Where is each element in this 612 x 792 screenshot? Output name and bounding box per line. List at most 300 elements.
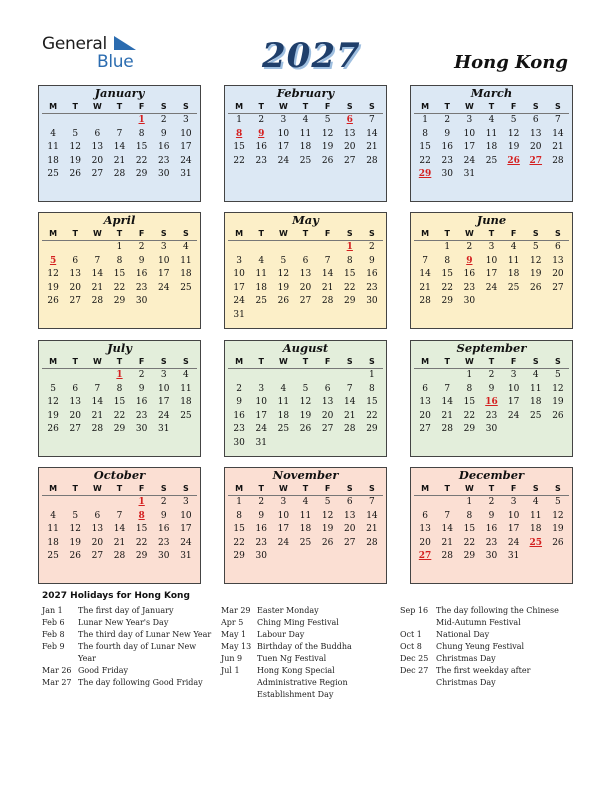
empty-day-cell (86, 369, 108, 383)
day-cell: 13 (299, 269, 312, 280)
day-cell: 3 (280, 115, 287, 125)
day-cell: 13 (419, 397, 431, 408)
holiday-day-cell: 6 (346, 115, 353, 125)
day-cell: 25 (299, 155, 312, 166)
day-cell: 26 (69, 551, 81, 562)
day-cell: 22 (233, 155, 245, 166)
day-cell: 19 (69, 537, 81, 548)
empty-day-cell (86, 496, 108, 510)
brand-name-general: General (42, 34, 107, 54)
day-cell: 13 (344, 128, 356, 139)
day-cell: 11 (47, 524, 59, 535)
day-cell: 31 (463, 169, 476, 180)
holiday-entry (42, 665, 212, 677)
day-cell: 27 (69, 296, 81, 307)
day-cell: 14 (366, 510, 378, 521)
day-cell: 17 (233, 282, 245, 293)
weekday-header: F (503, 100, 525, 114)
day-cell: 2 (138, 370, 145, 380)
day-cell: 26 (47, 424, 59, 435)
day-cell: 5 (302, 383, 309, 394)
holiday-day-cell: 29 (418, 169, 432, 180)
day-cell: 12 (277, 269, 290, 280)
day-cell: 31 (255, 437, 267, 448)
empty-day-cell (414, 496, 436, 510)
day-cell: 18 (47, 537, 59, 548)
day-cell: 13 (69, 397, 81, 408)
day-cell: 3 (183, 115, 189, 125)
day-cell: 6 (555, 242, 561, 252)
month-grid (225, 482, 386, 564)
day-cell: 21 (366, 142, 378, 153)
holiday-date: Jun 9 (221, 654, 243, 663)
weekday-header: F (317, 355, 339, 369)
day-cell: 24 (277, 537, 290, 548)
weekday-header: T (480, 355, 502, 369)
day-cell: 7 (324, 255, 331, 266)
day-cell: 11 (507, 255, 520, 266)
holiday-name: Christmas Day (436, 654, 496, 663)
holiday-name: The day following Good Friday (78, 678, 203, 687)
weekday-header: T (436, 482, 458, 496)
empty-day-cell (64, 241, 86, 255)
holiday-day-cell: 16 (485, 397, 498, 408)
day-cell: 31 (158, 424, 170, 435)
day-cell: 14 (441, 524, 453, 535)
day-cell: 7 (346, 383, 353, 394)
day-cell: 17 (507, 524, 520, 535)
day-cell: 21 (344, 410, 356, 421)
holiday-entry (221, 641, 391, 653)
day-cell: 3 (236, 255, 242, 266)
day-cell: 14 (321, 269, 334, 280)
day-cell: 22 (366, 410, 378, 421)
weekday-header: W (86, 355, 108, 369)
month-title: July (107, 341, 132, 355)
day-cell: 18 (299, 524, 312, 535)
day-cell: 22 (135, 537, 148, 548)
holiday-date: Mar 29 (221, 606, 251, 615)
day-cell: 15 (135, 524, 148, 535)
holiday-date: Dec 25 (400, 654, 429, 663)
month-grid (39, 227, 200, 309)
weekday-header: T (108, 227, 130, 241)
holiday-date: Mar 26 (42, 666, 72, 675)
day-cell: 21 (441, 537, 453, 548)
month-june (410, 212, 573, 329)
weekday-header: W (86, 100, 108, 114)
day-cell: 24 (485, 282, 498, 293)
holiday-date: Oct 8 (400, 642, 422, 651)
weekday-header: M (228, 100, 250, 114)
day-cell: 29 (463, 424, 476, 435)
day-cell: 12 (299, 397, 312, 408)
holiday-day-cell: 1 (138, 115, 145, 125)
day-cell: 13 (552, 255, 564, 266)
empty-day-cell (86, 114, 108, 128)
month-grid (411, 100, 572, 182)
holiday-entry (400, 629, 570, 641)
day-cell: 19 (299, 410, 312, 421)
day-cell: 17 (277, 524, 290, 535)
month-december (410, 467, 573, 584)
day-cell: 21 (113, 155, 126, 166)
weekday-header: T (480, 100, 502, 114)
day-cell: 25 (47, 551, 59, 562)
day-cell: 4 (183, 242, 189, 252)
day-cell: 4 (510, 242, 517, 252)
empty-day-cell (250, 241, 272, 255)
weekday-header: S (339, 355, 361, 369)
weekday-header: T (64, 100, 86, 114)
day-cell: 2 (138, 242, 145, 252)
holiday-date: Oct 1 (400, 630, 422, 639)
day-cell: 20 (321, 410, 334, 421)
day-cell: 4 (50, 128, 56, 139)
day-cell: 14 (91, 397, 104, 408)
day-cell: 2 (369, 242, 375, 252)
month-february (224, 85, 387, 202)
holiday-date: May 13 (221, 642, 252, 651)
day-cell: 23 (255, 155, 267, 166)
weekday-header: T (250, 355, 272, 369)
day-cell: 2 (160, 115, 167, 125)
day-cell: 4 (258, 255, 265, 266)
day-cell: 15 (463, 524, 476, 535)
holiday-entry (42, 629, 212, 641)
day-cell: 8 (369, 383, 375, 394)
day-cell: 5 (72, 510, 79, 521)
month-april (38, 212, 201, 329)
day-cell: 20 (91, 155, 104, 166)
day-cell: 9 (160, 510, 167, 521)
weekday-header: S (153, 482, 175, 496)
day-cell: 22 (419, 155, 431, 166)
day-cell: 11 (299, 128, 312, 139)
day-cell: 20 (530, 142, 542, 153)
empty-day-cell (317, 241, 339, 255)
day-cell: 29 (441, 296, 453, 307)
day-cell: 23 (366, 282, 378, 293)
day-cell: 29 (113, 424, 126, 435)
day-cell: 2 (258, 497, 265, 507)
month-july (38, 340, 201, 457)
day-cell: 1 (466, 370, 473, 380)
day-cell: 2 (258, 115, 265, 125)
weekday-header: S (339, 100, 361, 114)
day-cell: 11 (485, 128, 498, 139)
holiday-day-cell: 1 (138, 497, 145, 507)
day-cell: 14 (91, 269, 104, 280)
day-cell: 24 (507, 537, 520, 548)
day-cell: 5 (72, 128, 79, 139)
day-cell: 9 (369, 255, 375, 266)
day-cell: 20 (299, 282, 312, 293)
day-cell: 19 (507, 142, 520, 153)
weekday-header: T (250, 227, 272, 241)
day-cell: 14 (441, 397, 453, 408)
day-cell: 24 (255, 424, 267, 435)
day-cell: 20 (419, 410, 431, 421)
weekday-header: S (361, 100, 383, 114)
day-cell: 11 (277, 397, 290, 408)
day-cell: 6 (324, 383, 331, 394)
weekday-header: T (480, 482, 502, 496)
day-cell: 23 (158, 155, 170, 166)
holidays-column-1 (42, 605, 212, 689)
holiday-day-cell: 8 (138, 510, 145, 521)
empty-day-cell (414, 369, 436, 383)
day-cell: 16 (255, 524, 267, 535)
weekday-header: W (272, 355, 294, 369)
day-cell: 7 (555, 115, 561, 125)
holiday-day-cell: 1 (116, 370, 123, 380)
weekday-header: S (175, 227, 197, 241)
day-cell: 11 (530, 383, 542, 394)
weekday-header: T (250, 100, 272, 114)
weekday-header: M (414, 355, 436, 369)
day-cell: 24 (180, 155, 192, 166)
day-cell: 25 (47, 169, 59, 180)
day-cell: 22 (113, 410, 126, 421)
day-cell: 12 (47, 397, 59, 408)
empty-day-cell (86, 241, 108, 255)
weekday-header: S (361, 227, 383, 241)
holiday-day-cell: 27 (529, 155, 543, 166)
holiday-date: Feb 6 (42, 618, 65, 627)
weekday-header: W (458, 355, 480, 369)
holiday-date: Mar 27 (42, 678, 72, 687)
day-cell: 23 (135, 282, 148, 293)
day-cell: 18 (277, 410, 290, 421)
day-cell: 11 (47, 142, 59, 153)
day-cell: 7 (369, 115, 375, 125)
day-cell: 30 (463, 296, 476, 307)
day-cell: 18 (299, 142, 312, 153)
day-cell: 6 (302, 255, 309, 266)
day-cell: 26 (530, 282, 542, 293)
day-cell: 7 (116, 510, 123, 521)
day-cell: 30 (441, 169, 453, 180)
day-cell: 1 (466, 497, 473, 507)
day-cell: 7 (422, 255, 428, 266)
weekday-header: M (42, 100, 64, 114)
empty-day-cell (317, 369, 339, 383)
month-title: April (103, 213, 136, 227)
day-cell: 31 (233, 309, 245, 320)
day-cell: 19 (47, 282, 59, 293)
day-cell: 16 (463, 269, 476, 280)
day-cell: 8 (116, 255, 123, 266)
day-cell: 28 (91, 296, 104, 307)
holiday-entry (400, 653, 570, 665)
weekday-header: S (547, 355, 569, 369)
holiday-name: Easter Monday (257, 606, 319, 615)
day-cell: 20 (344, 142, 356, 153)
day-cell: 26 (277, 296, 290, 307)
day-cell: 16 (441, 142, 453, 153)
day-cell: 21 (552, 142, 564, 153)
month-title: June (476, 213, 507, 227)
month-september (410, 340, 573, 457)
day-cell: 22 (344, 282, 356, 293)
day-cell: 27 (552, 282, 564, 293)
day-cell: 7 (444, 383, 451, 394)
day-cell: 14 (366, 128, 378, 139)
weekday-header: T (436, 227, 458, 241)
day-cell: 7 (444, 510, 451, 521)
day-cell: 2 (444, 115, 451, 125)
weekday-header: S (153, 355, 175, 369)
day-cell: 13 (91, 142, 104, 153)
weekday-header: S (525, 482, 547, 496)
day-cell: 3 (183, 497, 189, 507)
day-cell: 15 (419, 142, 431, 153)
day-cell: 10 (277, 128, 290, 139)
weekday-header: S (175, 100, 197, 114)
empty-day-cell (108, 114, 130, 128)
day-cell: 27 (69, 424, 81, 435)
day-cell: 28 (366, 537, 378, 548)
day-cell: 3 (510, 370, 517, 380)
weekday-header: T (108, 482, 130, 496)
day-cell: 10 (463, 128, 476, 139)
weekday-header: S (175, 355, 197, 369)
weekday-header: F (131, 482, 153, 496)
month-grid (225, 100, 386, 168)
day-cell: 9 (258, 510, 265, 521)
day-cell: 24 (463, 155, 476, 166)
month-november (224, 467, 387, 584)
holiday-name: The fourth day of Lunar New Year (78, 642, 197, 663)
holiday-date: Feb 9 (42, 642, 65, 651)
holiday-date: Jan 1 (42, 606, 63, 615)
holiday-day-cell: 9 (466, 255, 473, 266)
holiday-name: The first day of January (78, 606, 174, 615)
day-cell: 6 (532, 115, 539, 125)
day-cell: 26 (47, 296, 59, 307)
day-cell: 24 (233, 296, 245, 307)
day-cell: 1 (422, 115, 428, 125)
day-cell: 30 (233, 437, 245, 448)
holiday-entry (221, 605, 391, 617)
empty-day-cell (42, 496, 64, 510)
weekday-header: T (108, 355, 130, 369)
day-cell: 20 (69, 282, 81, 293)
day-cell: 10 (507, 510, 520, 521)
empty-day-cell (42, 369, 64, 383)
day-cell: 1 (444, 242, 451, 252)
holiday-name: The first weekday after Christmas Day (436, 666, 531, 687)
holiday-day-cell: 9 (258, 128, 265, 139)
day-cell: 19 (277, 282, 290, 293)
day-cell: 7 (94, 383, 101, 394)
holiday-date: Dec 27 (400, 666, 429, 675)
day-cell: 19 (69, 155, 81, 166)
day-cell: 28 (344, 424, 356, 435)
empty-day-cell (42, 241, 64, 255)
day-cell: 17 (485, 269, 498, 280)
day-cell: 27 (344, 537, 356, 548)
day-cell: 5 (510, 115, 517, 125)
holiday-name: The day following the Chinese Mid-Autumn Festival (436, 606, 559, 627)
day-cell: 30 (158, 551, 170, 562)
month-grid (39, 100, 200, 182)
day-cell: 11 (299, 510, 312, 521)
empty-day-cell (436, 496, 458, 510)
day-cell: 15 (233, 524, 245, 535)
day-cell: 2 (466, 242, 473, 252)
holiday-entry (42, 605, 212, 617)
holidays-column-3 (400, 605, 570, 689)
day-cell: 21 (91, 410, 104, 421)
day-cell: 23 (233, 424, 245, 435)
weekday-header: F (503, 227, 525, 241)
day-cell: 20 (91, 537, 104, 548)
weekday-header: S (339, 227, 361, 241)
day-cell: 25 (180, 410, 192, 421)
holiday-date: Jul 1 (221, 666, 240, 675)
month-title: February (276, 86, 335, 100)
month-grid (411, 355, 572, 437)
day-cell: 4 (488, 115, 495, 125)
day-cell: 23 (485, 410, 498, 421)
day-cell: 18 (47, 155, 59, 166)
day-cell: 14 (113, 524, 126, 535)
day-cell: 6 (422, 510, 428, 521)
empty-day-cell (64, 496, 86, 510)
day-cell: 16 (255, 142, 267, 153)
day-cell: 4 (532, 370, 539, 380)
day-cell: 23 (255, 537, 267, 548)
day-cell: 23 (135, 410, 148, 421)
holiday-date: Sep 16 (400, 606, 429, 615)
holiday-entry (42, 641, 212, 665)
weekday-header: F (503, 482, 525, 496)
day-cell: 13 (321, 397, 334, 408)
weekday-header: F (317, 482, 339, 496)
day-cell: 18 (180, 269, 192, 280)
holiday-entry (221, 629, 391, 641)
day-cell: 25 (255, 296, 267, 307)
day-cell: 1 (369, 370, 375, 380)
month-title: March (470, 86, 513, 100)
day-cell: 28 (441, 551, 453, 562)
day-cell: 1 (236, 497, 242, 507)
weekday-header: W (86, 482, 108, 496)
day-cell: 20 (419, 537, 431, 548)
day-cell: 25 (277, 424, 290, 435)
day-cell: 2 (160, 497, 167, 507)
day-cell: 30 (135, 296, 148, 307)
month-title: January (94, 86, 145, 100)
month-may (224, 212, 387, 329)
weekday-header: M (42, 355, 64, 369)
month-grid (411, 227, 572, 309)
day-cell: 30 (366, 296, 378, 307)
weekday-header: W (458, 100, 480, 114)
empty-day-cell (108, 496, 130, 510)
day-cell: 17 (180, 142, 192, 153)
day-cell: 16 (158, 142, 170, 153)
day-cell: 27 (91, 169, 104, 180)
day-cell: 6 (346, 497, 353, 507)
day-cell: 17 (277, 142, 290, 153)
month-grid (39, 482, 200, 564)
day-cell: 23 (441, 155, 453, 166)
day-cell: 13 (344, 510, 356, 521)
day-cell: 25 (485, 155, 498, 166)
